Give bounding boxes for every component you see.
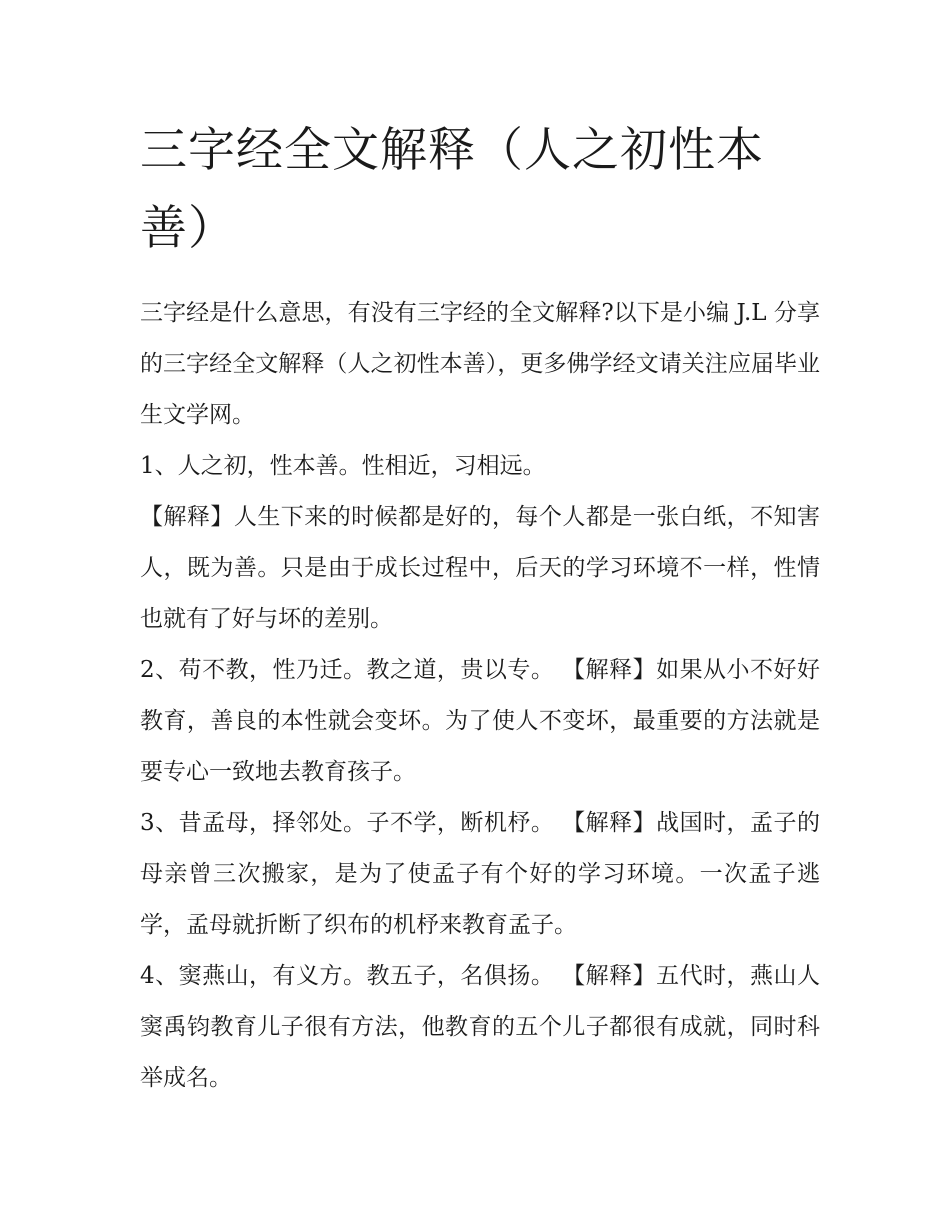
document-title: 三字经全文解释（人之初性本善） — [140, 123, 764, 256]
verse-3: 3、昔孟母，择邻处。子不学，断机杼。 【解释】战国时，孟子的母亲曾三次搬家，是为了使孟子有个好的学习环境。一次孟子逃学，孟母就折断了织布的机杼来教育孟子。 — [140, 810, 820, 938]
verse-2: 2、苟不教，性乃迁。教之道，贵以专。 【解释】如果从小不好好教育，善良的本性就会变坏。为了使人不变坏，最重要的方法就是要专心一致地去教育孩子。 — [140, 657, 820, 785]
verse-1: 1、人之初，性本善。性相近，习相远。 — [140, 453, 546, 479]
intro-paragraph: 三字经是什么意思，有没有三字经的全文解释?以下是小编 J.L 分享的三字经全文解释（人之初性本善），更多佛学经文请关注应届毕业生文学网。 — [140, 300, 820, 428]
verse-1-explanation: 【解释】人生下来的时候都是好的，每个人都是一张白纸，不知害人，既为善。只是由于成长过程中，后天的学习环境不一样，性情也就有了好与坏的差别。 — [140, 504, 820, 632]
document-page — [140, 112, 820, 1104]
verse-4: 4、窦燕山，有义方。教五子，名俱扬。 【解释】五代时，燕山人窦禹钧教育儿子很有方法，他教育的五个儿子都很有成就，同时科举成名。 — [140, 963, 820, 1091]
